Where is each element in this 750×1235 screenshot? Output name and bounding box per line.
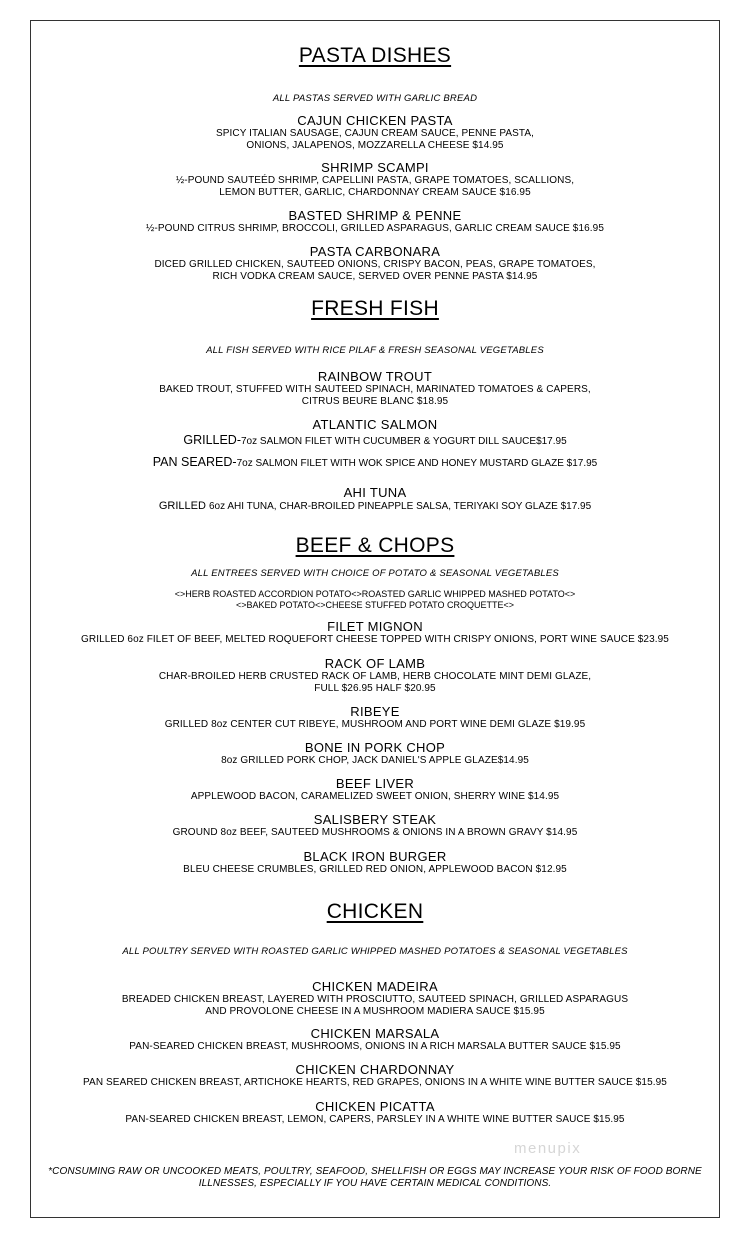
section-title-beef: BEEF & CHOPS	[295, 534, 455, 557]
item-option-line	[0, 456, 750, 470]
item-description: GROUND 8oz BEEF, SAUTEED MUSHROOMS & ONIONS IN A BROWN GRAVY $14.95	[172, 827, 578, 838]
item-name: RAINBOW TROUT	[317, 369, 433, 384]
option-text: 7oz SALMON FILET WITH WOK SPICE AND HONEY MUSTARD GLAZE $17.95	[236, 458, 598, 469]
item-name: CHICKEN MADEIRA	[312, 979, 438, 994]
menu-item	[0, 485, 750, 513]
item-name: BEEF LIVER	[335, 776, 415, 791]
item-name: RIBEYE	[350, 704, 400, 719]
item-description: PAN-SEARED CHICKEN BREAST, MUSHROOMS, ONIONS IN A RICH MARSALA BUTTER SAUCE $15.95	[129, 1041, 621, 1052]
option-lead: PAN SEARED-	[152, 455, 237, 469]
option-text: 7oz SALMON FILET WITH CUCUMBER & YOGURT DILL SAUCE$17.95	[241, 436, 567, 447]
menu-item	[0, 776, 750, 803]
item-name: BLACK IRON BURGER	[303, 849, 447, 864]
item-description: BLEU CHEESE CRUMBLES, GRILLED RED ONION, APPLEWOOD BACON $12.95	[183, 864, 567, 875]
health-disclaimer: *CONSUMING RAW OR UNCOOKED MEATS, POULTRY, SEAFOOD, SHELLFISH OR EGGS MAY INCREASE YOUR RISK OF FOOD BORNE ILLNESSES, ESPECIALLY IF YOU HAVE CERTAIN MEDICAL CONDITIONS.	[48, 1166, 702, 1189]
option-text: 6oz AHI TUNA, CHAR-BROILED PINEAPPLE SALSA, TERIYAKI SOY GLAZE $17.95	[208, 501, 592, 512]
item-description: SPICY ITALIAN SAUSAGE, CAJUN CREAM SAUCE, PENNE PASTA, ONIONS, JALAPENOS, MOZZARELLA CHEESE $14.95	[215, 128, 535, 151]
item-description: 8oz GRILLED PORK CHOP, JACK DANIEL'S APPLE GLAZE$14.95	[221, 755, 529, 766]
item-description: ½-POUND CITRUS SHRIMP, BROCCOLI, GRILLED ASPARAGUS, GARLIC CREAM SAUCE $16.95	[145, 223, 604, 234]
item-name: BONE IN PORK CHOP	[304, 740, 446, 755]
menu-item	[0, 656, 750, 694]
menu-item	[0, 456, 750, 470]
potato-choices-line: <>HERB ROASTED ACCORDION POTATO<>ROASTED GARLIC WHIPPED MASHED POTATO<>	[174, 589, 576, 599]
item-description: APPLEWOOD BACON, CARAMELIZED SWEET ONION, SHERRY WINE $14.95	[190, 791, 560, 802]
menu-item	[0, 1099, 750, 1126]
section-title-fish: FRESH FISH	[311, 297, 439, 320]
menu-item	[0, 979, 750, 1017]
section-title-pasta: PASTA DISHES	[298, 44, 452, 67]
item-name: CAJUN CHICKEN PASTA	[297, 113, 453, 128]
item-option-line	[0, 500, 750, 513]
item-description: CHAR-BROILED HERB CRUSTED RACK OF LAMB, HERB CHOCOLATE MINT DEMI GLAZE, FULL $26.95 HALF $20.95	[158, 671, 592, 694]
potato-choices-line: <>BAKED POTATO<>CHEESE STUFFED POTATO CROQUETTE<>	[235, 600, 515, 610]
menu-item	[0, 849, 750, 876]
menu-item	[0, 1062, 750, 1089]
watermark-logo: menupix	[514, 1140, 582, 1157]
menu-item	[0, 812, 750, 839]
option-lead: GRILLED-	[183, 433, 241, 447]
menu-item	[0, 208, 750, 235]
section-note-pasta: ALL PASTAS SERVED WITH GARLIC BREAD	[272, 93, 478, 104]
item-description: DICED GRILLED CHICKEN, SAUTEED ONIONS, CRISPY BACON, PEAS, GRAPE TOMATOES, RICH VODKA CREAM SAUCE, SERVED OVER PENNE PASTA $14.95	[154, 259, 596, 282]
item-name: CHICKEN MARSALA	[310, 1026, 440, 1041]
menu-item	[0, 417, 750, 448]
menu-item	[0, 244, 750, 282]
item-description: GRILLED 8oz CENTER CUT RIBEYE, MUSHROOM AND PORT WINE DEMI GLAZE $19.95	[164, 719, 586, 730]
item-name: BASTED SHRIMP & PENNE	[288, 208, 462, 223]
menu-item	[0, 740, 750, 767]
item-description: GRILLED 6oz FILET OF BEEF, MELTED ROQUEFORT CHEESE TOPPED WITH CRISPY ONIONS, PORT WINE SAUCE $23.95	[81, 634, 669, 645]
item-description: BAKED TROUT, STUFFED WITH SAUTEED SPINACH, MARINATED TOMATOES & CAPERS, CITRUS BEURE BLANC $18.95	[159, 384, 591, 407]
potato-choices	[0, 589, 750, 611]
item-name: PASTA CARBONARA	[309, 244, 441, 259]
menu-item	[0, 1026, 750, 1053]
item-description: BREADED CHICKEN BREAST, LAYERED WITH PROSCIUTTO, SAUTEED SPINACH, GRILLED ASPARAGUS AND PROVOLONE CHEESE IN A MUSHROOM MADIERA SAUCE $15.95	[121, 994, 629, 1017]
item-name: SALISBERY STEAK	[313, 812, 437, 827]
section-note-beef: ALL ENTREES SERVED WITH CHOICE OF POTATO & SEASONAL VEGETABLES	[191, 568, 559, 579]
menu-item	[0, 113, 750, 151]
item-description: PAN SEARED CHICKEN BREAST, ARTICHOKE HEARTS, RED GRAPES, ONIONS IN A WHITE WINE BUTTER SAUCE $15.95	[83, 1077, 667, 1088]
section-note-fish: ALL FISH SERVED WITH RICE PILAF & FRESH SEASONAL VEGETABLES	[206, 345, 544, 356]
item-name: CHICKEN PICATTA	[315, 1099, 435, 1114]
option-lead: GRILLED	[158, 500, 209, 512]
item-option-line	[0, 434, 750, 448]
item-description: PAN-SEARED CHICKEN BREAST, LEMON, CAPERS, PARSLEY IN A WHITE WINE BUTTER SAUCE $15.95	[125, 1114, 625, 1125]
item-name: FILET MIGNON	[327, 619, 423, 634]
section-title-chicken: CHICKEN	[326, 900, 424, 923]
menu-item	[0, 369, 750, 407]
item-name: SHRIMP SCAMPI	[321, 160, 429, 175]
item-description: ½-POUND SAUTEÉD SHRIMP, CAPELLINI PASTA, GRAPE TOMATOES, SCALLIONS, LEMON BUTTER, GARLIC, CHARDONNAY CREAM SAUCE $16.95	[175, 175, 575, 198]
item-name: AHI TUNA	[343, 485, 407, 500]
item-name: CHICKEN CHARDONNAY	[295, 1062, 455, 1077]
menu-item	[0, 704, 750, 731]
menu-item	[0, 160, 750, 198]
item-name: ATLANTIC SALMON	[312, 417, 438, 432]
item-name: RACK OF LAMB	[324, 656, 426, 671]
section-note-chicken: ALL POULTRY SERVED WITH ROASTED GARLIC WHIPPED MASHED POTATOES & SEASONAL VEGETABLES	[122, 946, 628, 957]
menu-item	[0, 619, 750, 646]
